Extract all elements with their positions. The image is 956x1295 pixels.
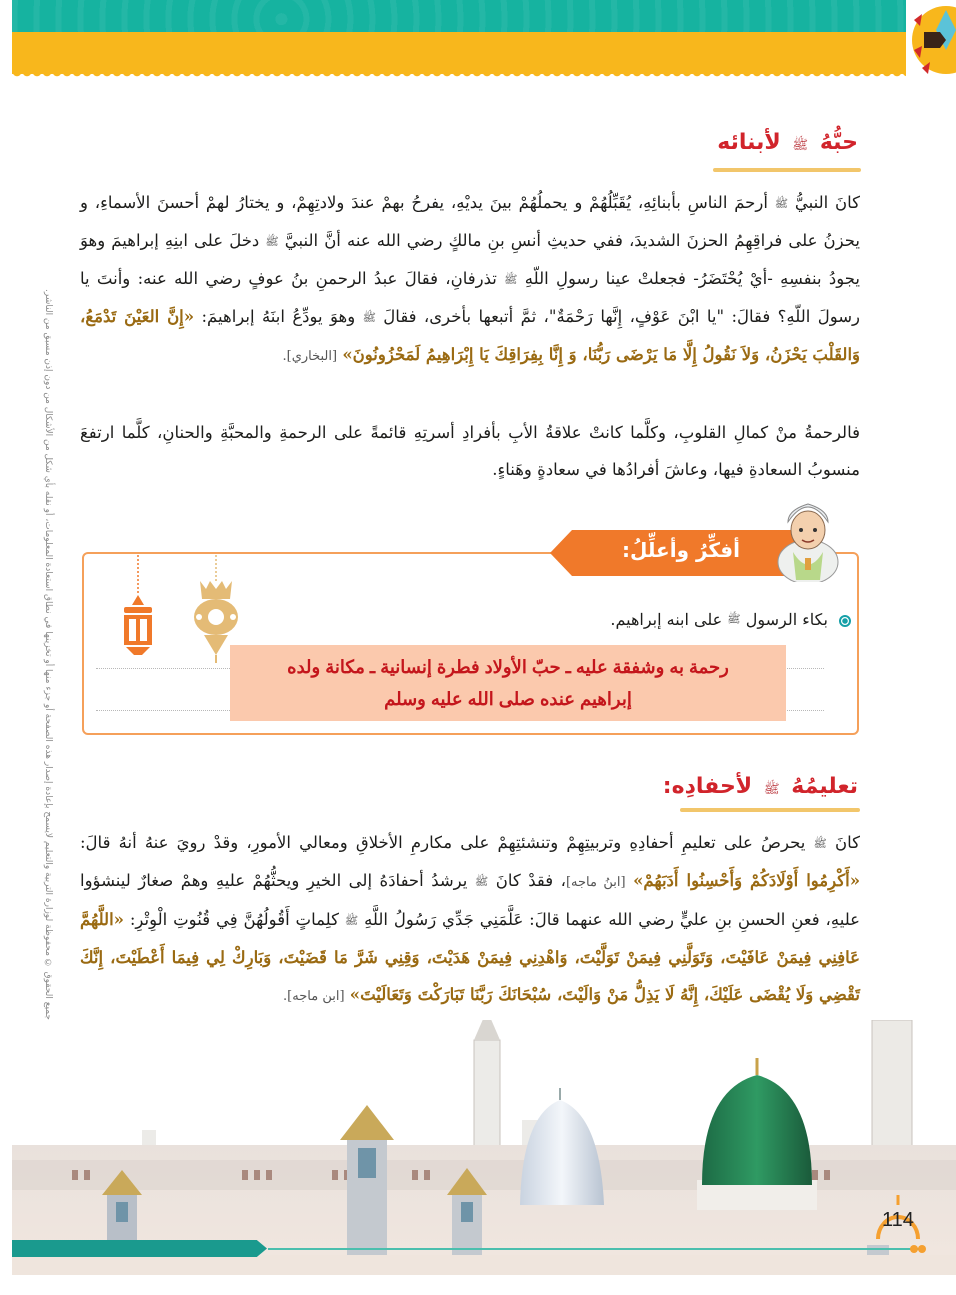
saw-honorific-icon: ﷺ xyxy=(344,914,359,927)
bullet-circle-icon xyxy=(839,615,851,627)
section-title-love-for-children xyxy=(717,128,858,161)
text: وهوَ يودِّعُ ابنَهُ إبراهيمَ: xyxy=(201,307,356,326)
footer-teal-bar xyxy=(12,1240,267,1257)
text: يرشدُ أحفادَهُ إلى الخيرِ ويحثُّهُمْ عليهِ وهمْ صغارٌ لينشؤوا عليهِ، فعنِ الحسنِ بنِ عليٍّ رضي الله عنهما قالَ: عَلَّمَنِي جَدِّي رَسُولُ اللَّهِ xyxy=(80,871,860,929)
saw-honorific-icon: ﷺ xyxy=(792,138,809,153)
saw-honorific-icon: ﷺ xyxy=(813,837,827,850)
text: كانَ النبيُّ xyxy=(794,193,861,212)
title-text: حبُّهُ xyxy=(819,130,858,155)
title-text: تعليمُهُ xyxy=(791,774,858,799)
saw-honorific-icon: ﷺ xyxy=(774,197,789,210)
title-underline xyxy=(680,808,860,812)
banner-scallop-edge xyxy=(12,72,910,78)
question-text: على ابنه إبراهيم. xyxy=(610,610,723,629)
hadith-quote: «إِنَّ العَيْنَ تَدْمَعُ، وَالقَلْبَ يَحْزَنُ، وَلاَ نَقُولُ إِلَّا مَا يَرْضَى رَبُّنَا، وَ إِنَّا بِفِرَاقِكَ يَا إِبْرَاهِيمُ لَمَحْزُونُونَ» xyxy=(80,307,860,364)
banner-yellow-stripe xyxy=(12,32,910,74)
boy-character-icon xyxy=(768,492,848,582)
footer-teal-line xyxy=(268,1248,923,1250)
saw-honorific-icon: ﷺ xyxy=(504,273,518,286)
orange-lantern-icon xyxy=(116,555,160,665)
saw-honorific-icon: ﷺ xyxy=(474,875,489,888)
hadith-quote: «اللَّهُمَّ عَافِنِي فِيمَنْ عَافَيْتَ، وَتَوَلَّنِي فِيمَنْ تَوَلَّيْتَ، وَاهْدِنِي فِيمَنْ هَدَيْتَ، وَقِنِي شَرَّ مَا قَضَيْتَ، وَبَارِكْ لِي فِيمَا أَعْطَيْتَ، إِنَّكَ تَقْضِي وَلَا يُقْضَى عَلَيْكَ، إِنَّهُ لَا يَذِلُّ مَنْ وَالَيْتَ، سُبْحَانَكَ رَبَّنَا تَبَارَكْتَ وَتَعَالَيْتَ» xyxy=(80,910,860,1004)
think-question xyxy=(610,610,851,629)
text: دخلَ على ابنِهِ إبراهيمَ وهوَ يجودُ بنفسِهِ -أيْ يُحْتَضَرُ- فجعلتْ عينا رسولِ اللّهِ xyxy=(80,231,860,288)
text: كلِماتٍ أَقُولُهُنَّ فِي قُنُوتِ الْوِتْرِ: xyxy=(129,910,339,929)
copyright-notice: جميع الحقوق © محفوظة لوزارة التربية والتعليم لايسمح بإعادة إصدار هذه الصفحة أو جزء منها أو تخزينها في نطاق استعادة المعلومات، أو نقله بأي شكل من الأشكال من دون إذن مسبق من الناشر. xyxy=(43,289,53,1020)
prophets-mosque-illustration xyxy=(12,1020,956,1275)
answer-field[interactable] xyxy=(230,645,786,721)
saw-honorific-icon: ﷺ xyxy=(362,311,376,324)
text: كانَ xyxy=(835,833,860,852)
hadith-reference: [ابن ماجه]. xyxy=(283,989,345,1004)
text: يحرصُ على تعليمِ أحفادِهِ وتربيتِهِمْ وتنشئتِهِمْ على مكارمِ الأخلاقِ ومعالي الأمورِ، وقدْ رويَ عنهُ أنهُ قالَ: xyxy=(80,833,806,852)
answer-line-1: رحمة به وشفقة عليه ـ حبّ الأولاد فطرة إنسانية ـ مكانة ولده xyxy=(287,657,729,677)
text: ، فقدْ كانَ xyxy=(495,871,566,890)
saw-honorific-icon: ﷺ xyxy=(727,612,741,626)
text: تذرفانِ، فقالَ عبدُ الرحمنِ بنُ عوفٍ رضي الله عنه: وأنتَ يا رسولَ اللّهِ؟ فقالَ: "يا ابْنَ عَوْفٍ، إِنَّها رَحْمَةٌ"، ثمَّ أتبعها بأخرى، فقالَ xyxy=(80,269,861,326)
title-underline xyxy=(713,168,861,172)
answer-line-2: إبراهيم عنده صلى الله عليه وسلم xyxy=(384,689,632,709)
section-title-teaching-grandchildren xyxy=(663,772,858,805)
paragraph-love-for-children xyxy=(80,184,860,375)
hadith-reference: [ابنُ ماجه] xyxy=(565,875,626,890)
page-number: 114 xyxy=(882,1209,914,1231)
saw-honorific-icon: ﷺ xyxy=(763,782,780,797)
hadith-reference: [البخاري]. xyxy=(282,349,338,364)
saw-honorific-icon: ﷺ xyxy=(265,235,279,248)
title-text: لأحفادِه: xyxy=(662,774,753,799)
gold-lantern-icon xyxy=(190,555,242,665)
paragraph-mercy: فالرحمةُ منْ كمالِ القلوبِ، وكلَّما كانتْ علاقةُ الأبِ بأفرادِ أسرتِهِ قائمةً على الرحمةِ والمحبَّةِ والحنانِ، كلَّما ارتفعَ منسوبُ السعادةِ فيها، وعاشَ أفرادُها في سعادةٍ وهَناءٍ. xyxy=(80,423,860,479)
banner-teal-stripe xyxy=(12,0,910,32)
title-text: لأبنائه xyxy=(717,130,781,155)
page-number-badge xyxy=(870,1195,926,1255)
think-tab-label: أفكِّرُ وأعلِّلُ: xyxy=(622,538,740,562)
question-text: بكاء الرسول xyxy=(745,610,828,629)
hadith-quote: «أَكْرِمُوا أَوْلَادَكُمْ وَأَحْسِنُوا أَدَبَهُمْ» xyxy=(633,871,861,890)
text: أرحمَ الناسِ بأبنائِهِ، يُقَبِّلُهُمْ و يحملُهُمْ بينَ يديْهِ، يفرحُ بهمْ عندَ ولادتِهِمْ، و يختارُ لهمْ أحسنَ الأسماءِ، و يحزنُ على فراقِهِمُ الحزنَ الشديدَ، ففي حديثِ أنسِ بنِ مالكٍ رضي الله عنه أنَّ النبيَّ xyxy=(80,193,860,250)
islamic-star-medallion-icon xyxy=(906,0,956,80)
paragraph-teaching-grandchildren xyxy=(80,824,860,1015)
header-banner xyxy=(12,0,910,78)
